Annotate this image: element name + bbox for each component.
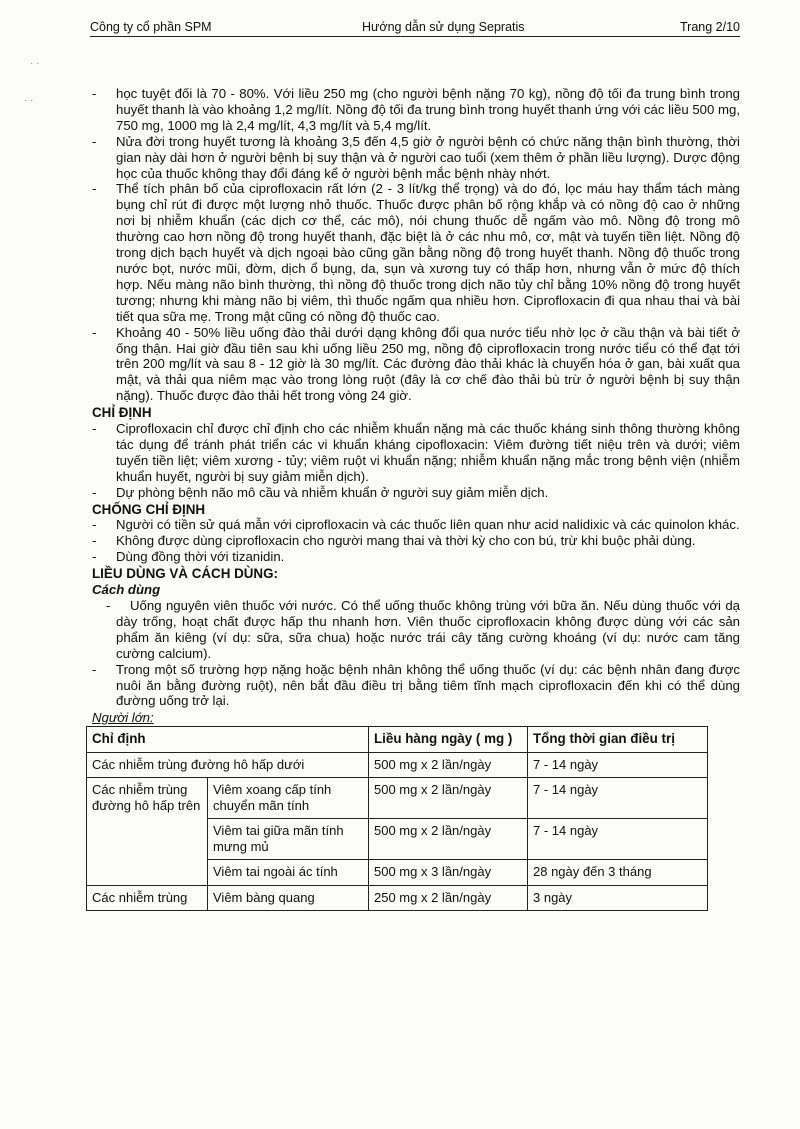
indication-item: - Dự phòng bệnh não mô cầu và nhiễm khuẩn ở người suy giảm miễn dịch. (92, 485, 740, 501)
table-row (87, 885, 708, 911)
usage-subheading: Cách dùng (92, 582, 161, 598)
page-header (90, 20, 740, 37)
cell-dose: 500 mg x 2 lần/ngày (369, 819, 528, 860)
scan-mark: · · (30, 58, 40, 69)
contraindications-heading: CHỐNG CHỈ ĐỊNH (92, 501, 206, 517)
pharmacokinetics-item: - Nửa đời trong huyết tương là khoảng 3,5 đến 4,5 giờ ở người bệnh có chức năng thận bình thường, thời gian này dài hơn ở người bệnh bị suy thận và ở người cao tuổi (xem thêm ở phần liều lượng). Dược động học của thuốc không thay đổi đáng kể ở người bệnh mắc bệnh nhày nhớt. (92, 134, 740, 182)
contraindication-item: - Người có tiền sử quá mẫn với ciprofloxacin và các thuốc liên quan như acid nalidixic và các quinolon khác. (92, 517, 740, 533)
document-body (92, 86, 740, 911)
scan-mark: · · (24, 95, 34, 106)
pharmacokinetics-item: - Thể tích phân bố của ciprofloxacin rất lớn (2 - 3 lít/kg thể trọng) và do đó, lọc máu hay thẩm tách màng bụng chỉ rút đi được một lượng nhỏ thuốc. Thuốc được phân bố rộng khắp và có nồng độ cao ở những nơi bị nhiễm khuẩn (các dịch cơ thể, các mô), nói chung thuốc dễ ngấm vào mô. Nồng độ trong mô thường cao hơn nồng độ trong huyết thanh, đặc biệt là ở các nhu mô, cơ, mật và tuyến tiền liệt. Nồng độ trong dịch bạch huyết và dịch ngoại bào cũng gần bằng nồng độ trong huyết thanh. Nồng độ thuốc trong nước bọt, nước mũi, đờm, dịch ổ bụng, da, sụn và xương tuy có thấp hơn, nhưng vẫn ở mức độ thích hợp. Nếu màng não bình thường, thì nồng độ thuốc trong dịch não tủy chỉ bằng 10% nồng độ trong huyết tương; nhưng khi màng não bị viêm, thì thuốc ngấm qua nhiều hơn. Ciprofloxacin đi qua nhau thai và bài tiết qua sữa mẹ. Trong mật cũng có nồng độ thuốc cao. (92, 181, 740, 324)
cell-dose: 500 mg x 3 lần/ngày (369, 860, 528, 886)
cell-dose: 500 mg x 2 lần/ngày (369, 752, 528, 778)
contraindication-item: - Dùng đồng thời với tizanidin. (92, 549, 740, 565)
cell-duration: 3 ngày (528, 885, 708, 911)
indication-item: - Ciprofloxacin chỉ được chỉ định cho các nhiễm khuẩn nặng mà các thuốc kháng sinh thông thường không tác dụng để tránh phát triển các vi khuẩn kháng cipofloxacin: Viêm đường tiết niệu trên và dưới; viêm tuyến tiền liệt; viêm xương - tủy; viêm ruột vi khuẩn nặng; nhiễm khuẩn nặng mắc trong bệnh viện (nhiễm khuẩn huyết, người bị suy giảm miễn dịch). (92, 421, 740, 485)
dosage-heading: LIỀU DÙNG VÀ CÁCH DÙNG: (92, 566, 278, 582)
header-page-number: Trang 2/10 (680, 20, 740, 34)
cell-indication: Các nhiễm trùng (87, 885, 208, 911)
header-document-title: Hướng dẫn sử dụng Sepratis (362, 20, 525, 34)
cell-duration: 7 - 14 ngày (528, 778, 708, 819)
cell-duration: 7 - 14 ngày (528, 752, 708, 778)
cell-duration: 28 ngày đến 3 tháng (528, 860, 708, 886)
table-header-row (87, 727, 708, 753)
table-row (87, 752, 708, 778)
adult-caption: Người lớn: (92, 710, 154, 726)
usage-item: - Uống nguyên viên thuốc với nước. Có thể uống thuốc không trùng với bữa ăn. Nếu dùng thuốc với dạ dày trống, hoạt chất được hấp thu nhanh hơn. Viên thuốc ciprofloxacin không được dùng với các sản phẩm ăn kiêng (ví dụ: sữa, sữa chua) hoặc nước trái cây tăng cường khoáng (ví dụ: nước cam tăng cường calcium). (92, 598, 740, 662)
cell-sub-indication: Viêm xoang cấp tính chuyển mãn tính (208, 778, 369, 819)
header-duration: Tổng thời gian điều trị (528, 727, 708, 753)
cell-indication-group: Các nhiễm trùng đường hô hấp trên (87, 778, 208, 886)
cell-sub-indication: Viêm bàng quang (208, 885, 369, 911)
header-daily-dose: Liều hàng ngày ( mg ) (369, 727, 528, 753)
header-company: Công ty cổ phần SPM (90, 20, 212, 34)
indications-heading: CHỈ ĐỊNH (92, 405, 152, 421)
cell-sub-indication: Viêm tai giữa mãn tính mưng mủ (208, 819, 369, 860)
pharmacokinetics-item: - học tuyệt đối là 70 - 80%. Với liều 250 mg (cho người bệnh nặng 70 kg), nồng độ tối đa trung bình trong huyết thanh là vào khoảng 1,2 mg/lít. Nồng độ tối đa trung bình trong huyết thanh ứng với các liều 500 mg, 750 mg, 1000 mg là 2,4 mg/lít, 4,3 mg/lít và 5,4 mg/lít. (92, 86, 740, 134)
pharmacokinetics-item: - Khoảng 40 - 50% liều uống đào thải dưới dạng không đổi qua nước tiểu nhờ lọc ở cầu thận và bài tiết ở ống thận. Hai giờ đầu tiên sau khi uống liều 250 mg, nồng độ ciprofloxacin trong nước tiểu có thể đạt tới trên 200 mg/lít và sau 8 - 12 giờ là 30 mg/lít. Các đường đào thải khác là chuyển hóa ở gan, bài xuất qua mật, và thải qua niêm mạc vào trong lòng ruột (đây là cơ chế đào thải bù trừ ở người bệnh bị suy thận nặng). Thuốc được đào thải hết trong vòng 24 giờ. (92, 325, 740, 405)
usage-item: - Trong một số trường hợp nặng hoặc bệnh nhân không thể uống thuốc (ví dụ: các bệnh nhân đang được nuôi ăn bằng đường ruột), nên bắt đầu điều trị bằng tiêm tĩnh mạch ciprofloxacin đến khi có thể dùng đường uống trở lại. (92, 662, 740, 710)
cell-sub-indication: Viêm tai ngoài ác tính (208, 860, 369, 886)
header-indication: Chỉ định (87, 727, 369, 753)
pharmacokinetics-list (92, 86, 740, 404)
contraindication-item: - Không được dùng ciprofloxacin cho người mang thai và thời kỳ cho con bú, trừ khi buộc phải dùng. (92, 533, 740, 549)
cell-duration: 7 - 14 ngày (528, 819, 708, 860)
cell-indication: Các nhiễm trùng đường hô hấp dưới (87, 752, 369, 778)
table-row (87, 778, 708, 819)
cell-dose: 500 mg x 2 lần/ngày (369, 778, 528, 819)
dosage-table (86, 726, 708, 911)
cell-dose: 250 mg x 2 lần/ngày (369, 885, 528, 911)
